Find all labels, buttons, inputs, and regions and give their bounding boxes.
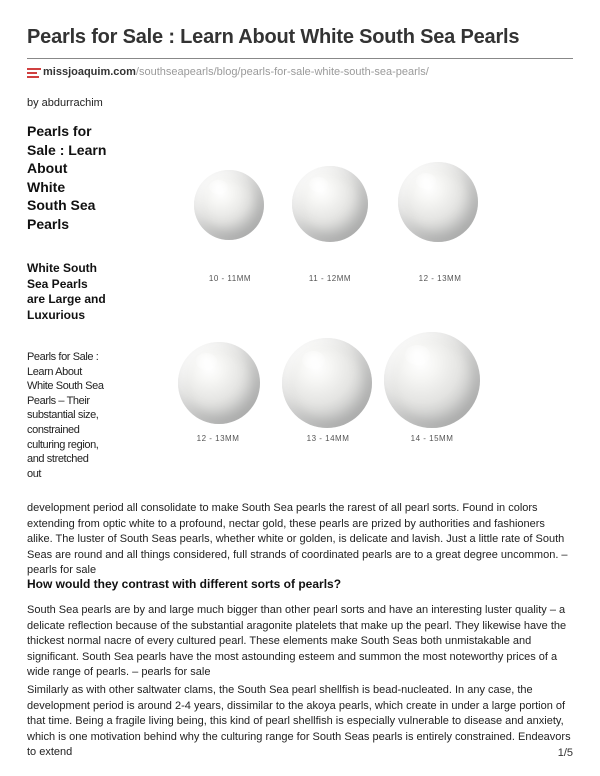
pearl-size-label: 11 - 12MM [308, 274, 352, 283]
pearl-image [398, 162, 478, 242]
intro-paragraph-continued: development period all consolidate to make South Sea pearls the rarest of all pearl sorts. Found in colors extending from optic white to a profound, nectar gold, these pearls are prized by authorities and fashioners alike. The luster of South Seas pearls, whether white or golden, is delicate and lavish. Just a little rate of South Seas are round and all things considered, full strands of coordinated pearls are to a great degree uncommon. – pearls for sale [27, 502, 568, 576]
article-heading: Pearls for Sale : Learn About White South Sea Pearls [27, 123, 107, 232]
body-paragraph: South Sea pearls are by and large much bigger than other pearl sorts and have an interesting luster quality – a delicate reflection because of the substantial aragonite platelets that make up the pearl. They likewise have the thickest normal nacre of every cultured pearl. These elements make South Seas both unmistakable and significant. South Sea pearls have the most astounding esteem and summon the most noteworthy prices of a wide range of pearls. – pearls for sale [27, 604, 567, 678]
site-logo-icon [27, 67, 41, 78]
document-title: Pearls for Sale : Learn About White South Sea Pearls [27, 26, 520, 48]
pearl-image [194, 170, 264, 240]
author-byline: by abdurrachim [27, 97, 103, 109]
page-number: 1/5 [557, 747, 573, 759]
pearl-image [178, 342, 260, 424]
pearl-size-label: 10 - 11MM [208, 274, 252, 283]
article-subheading: White South Sea Pearls are Large and Luxurious [27, 261, 106, 323]
body-paragraph: Similarly as with other saltwater clams, the South Sea pearl shellfish is bead-nucleated. In any case, the development period is around 2-4 years, dissimilar to the akoya pearls, which create in under a large portion of that time. Being a fragile living being, this kind of pearl shellfish is especially vulnerable to disease and anxiety, which is one motivation behind why the culturing range for South Seas pearls is entirely constrained. Endeavors to extend [27, 684, 571, 758]
source-domain[interactable]: missjoaquim.com [43, 66, 136, 78]
pearl-image [384, 332, 480, 428]
pearl-size-label: 12 - 13MM [196, 434, 240, 443]
source-path[interactable]: /southseapearls/blog/pearls-for-sale-white-south-sea-pearls/ [135, 66, 429, 78]
title-divider [27, 58, 573, 59]
pearl-size-label: 12 - 13MM [418, 274, 462, 283]
pearl-image [292, 166, 368, 242]
pearl-size-image [170, 150, 480, 480]
source-line [27, 66, 429, 78]
section-heading: How would they contrast with different sorts of pearls? [27, 577, 342, 591]
pearl-image [282, 338, 372, 428]
pearl-size-label: 13 - 14MM [306, 434, 350, 443]
pearl-size-label: 14 - 15MM [410, 434, 454, 443]
intro-paragraph-start: Pearls for Sale : Learn About White South Sea Pearls – Their substantial size, constrained culturing region, and stretched out [27, 351, 104, 480]
